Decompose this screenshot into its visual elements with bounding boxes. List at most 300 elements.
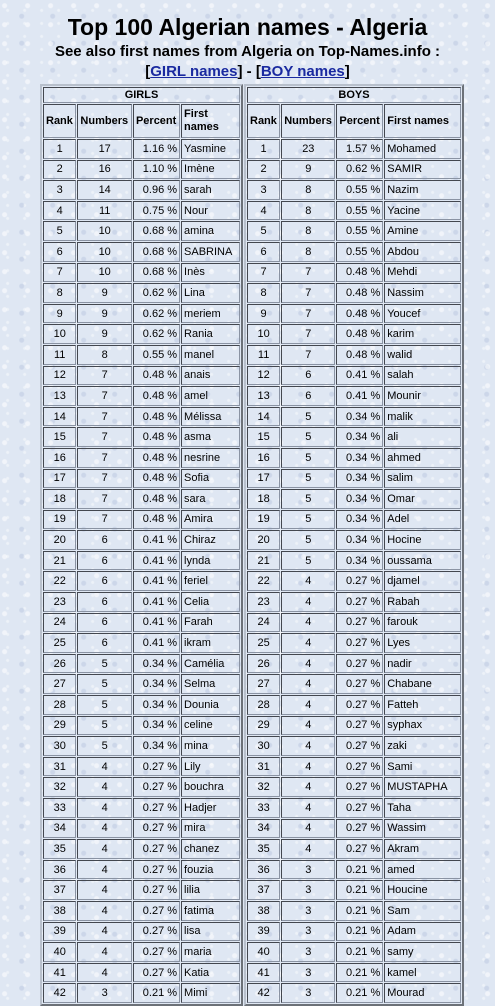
percent-cell: 0.27 % bbox=[133, 819, 180, 839]
rank-cell: 4 bbox=[247, 201, 280, 221]
girls-table-body bbox=[43, 139, 240, 1003]
percent-cell: 0.27 % bbox=[336, 633, 383, 653]
table-row bbox=[247, 201, 461, 221]
numbers-cell: 4 bbox=[77, 798, 132, 818]
numbers-cell: 16 bbox=[77, 160, 132, 180]
first-name-cell: djamel bbox=[384, 571, 461, 591]
numbers-cell: 8 bbox=[281, 180, 335, 200]
percent-cell: 1.57 % bbox=[336, 139, 383, 159]
first-name-cell: Selma bbox=[181, 674, 240, 694]
numbers-cell: 7 bbox=[281, 283, 335, 303]
first-name-cell: Nassim bbox=[384, 283, 461, 303]
first-name-cell: karim bbox=[384, 324, 461, 344]
percent-cell: 0.48 % bbox=[133, 427, 180, 447]
first-name-cell: Adam bbox=[384, 922, 461, 942]
rank-cell: 23 bbox=[43, 592, 76, 612]
numbers-cell: 17 bbox=[77, 139, 132, 159]
rank-cell: 8 bbox=[247, 283, 280, 303]
table-row bbox=[247, 386, 461, 406]
rank-cell: 14 bbox=[247, 407, 280, 427]
table-row bbox=[43, 633, 240, 653]
percent-cell: 0.48 % bbox=[336, 304, 383, 324]
first-name-cell: Rabah bbox=[384, 592, 461, 612]
rank-cell: 20 bbox=[247, 530, 280, 550]
first-name-cell: Wassim bbox=[384, 819, 461, 839]
table-row bbox=[43, 860, 240, 880]
rank-cell: 33 bbox=[43, 798, 76, 818]
percent-cell: 0.21 % bbox=[336, 922, 383, 942]
girls-col-first-names: First names bbox=[181, 104, 240, 138]
first-name-cell: malik bbox=[384, 407, 461, 427]
page-subtitle: See also first names from Algeria on Top-Names.info : bbox=[54, 43, 441, 60]
percent-cell: 0.27 % bbox=[133, 880, 180, 900]
percent-cell: 0.21 % bbox=[133, 983, 180, 1003]
first-name-cell: walid bbox=[384, 345, 461, 365]
link-separator: ] - [ bbox=[237, 63, 261, 80]
rank-cell: 15 bbox=[247, 427, 280, 447]
numbers-cell: 4 bbox=[281, 633, 335, 653]
percent-cell: 1.16 % bbox=[133, 139, 180, 159]
numbers-cell: 3 bbox=[281, 860, 335, 880]
girls-col-percent: Percent bbox=[133, 104, 180, 138]
numbers-cell: 4 bbox=[77, 757, 132, 777]
first-name-cell: Chabane bbox=[384, 674, 461, 694]
table-row bbox=[43, 674, 240, 694]
table-row bbox=[43, 283, 240, 303]
bracket-close: ] bbox=[344, 63, 350, 80]
numbers-cell: 6 bbox=[77, 633, 132, 653]
numbers-cell: 3 bbox=[281, 880, 335, 900]
percent-cell: 0.68 % bbox=[133, 221, 180, 241]
table-row bbox=[247, 654, 461, 674]
numbers-cell: 5 bbox=[281, 427, 335, 447]
numbers-cell: 7 bbox=[281, 304, 335, 324]
first-name-cell: bouchra bbox=[181, 777, 240, 797]
numbers-cell: 4 bbox=[77, 819, 132, 839]
numbers-cell: 5 bbox=[281, 448, 335, 468]
rank-cell: 42 bbox=[247, 983, 280, 1003]
table-row bbox=[247, 221, 461, 241]
rank-cell: 10 bbox=[43, 324, 76, 344]
table-row bbox=[247, 613, 461, 633]
percent-cell: 0.34 % bbox=[336, 489, 383, 509]
numbers-cell: 7 bbox=[77, 386, 132, 406]
rank-cell: 26 bbox=[43, 654, 76, 674]
first-name-cell: mira bbox=[181, 819, 240, 839]
page-title: Top 100 Algerian names - Algeria bbox=[67, 14, 428, 40]
numbers-cell: 10 bbox=[77, 263, 132, 283]
numbers-cell: 3 bbox=[281, 922, 335, 942]
rank-cell: 34 bbox=[43, 819, 76, 839]
table-row bbox=[247, 674, 461, 694]
rank-cell: 2 bbox=[247, 160, 280, 180]
first-name-cell: Amine bbox=[384, 221, 461, 241]
first-name-cell: nesrine bbox=[181, 448, 240, 468]
rank-cell: 16 bbox=[247, 448, 280, 468]
first-name-cell: Lily bbox=[181, 757, 240, 777]
numbers-cell: 9 bbox=[77, 324, 132, 344]
first-name-cell: sara bbox=[181, 489, 240, 509]
table-row bbox=[43, 221, 240, 241]
table-row bbox=[43, 427, 240, 447]
percent-cell: 0.48 % bbox=[133, 469, 180, 489]
rank-cell: 28 bbox=[43, 695, 76, 715]
table-row bbox=[247, 983, 461, 1003]
first-name-cell: anais bbox=[181, 366, 240, 386]
first-name-cell: amed bbox=[384, 860, 461, 880]
table-row bbox=[247, 880, 461, 900]
rank-cell: 19 bbox=[43, 510, 76, 530]
rank-cell: 18 bbox=[247, 489, 280, 509]
percent-cell: 0.27 % bbox=[336, 757, 383, 777]
first-name-cell: Omar bbox=[384, 489, 461, 509]
rank-cell: 20 bbox=[43, 530, 76, 550]
table-row bbox=[43, 201, 240, 221]
first-name-cell: lisa bbox=[181, 922, 240, 942]
rank-cell: 10 bbox=[247, 324, 280, 344]
boys-col-percent: Percent bbox=[336, 104, 383, 138]
percent-cell: 0.27 % bbox=[133, 798, 180, 818]
rank-cell: 18 bbox=[43, 489, 76, 509]
rank-cell: 12 bbox=[247, 366, 280, 386]
percent-cell: 0.62 % bbox=[133, 324, 180, 344]
numbers-cell: 4 bbox=[281, 777, 335, 797]
first-name-cell: chanez bbox=[181, 839, 240, 859]
tables-container bbox=[40, 84, 464, 1006]
table-row bbox=[247, 798, 461, 818]
numbers-cell: 6 bbox=[77, 571, 132, 591]
first-name-cell: Dounia bbox=[181, 695, 240, 715]
percent-cell: 0.41 % bbox=[336, 386, 383, 406]
numbers-cell: 8 bbox=[281, 201, 335, 221]
percent-cell: 0.27 % bbox=[336, 819, 383, 839]
boys-col-first-names: First names bbox=[384, 104, 461, 138]
percent-cell: 0.34 % bbox=[133, 695, 180, 715]
percent-cell: 0.48 % bbox=[133, 448, 180, 468]
numbers-cell: 14 bbox=[77, 180, 132, 200]
numbers-cell: 4 bbox=[281, 819, 335, 839]
rank-cell: 11 bbox=[247, 345, 280, 365]
table-row bbox=[43, 551, 240, 571]
first-name-cell: samy bbox=[384, 942, 461, 962]
table-row bbox=[43, 736, 240, 756]
rank-cell: 11 bbox=[43, 345, 76, 365]
numbers-cell: 4 bbox=[77, 777, 132, 797]
numbers-cell: 6 bbox=[77, 551, 132, 571]
numbers-cell: 6 bbox=[77, 592, 132, 612]
percent-cell: 0.34 % bbox=[336, 530, 383, 550]
table-row bbox=[43, 757, 240, 777]
numbers-cell: 7 bbox=[77, 427, 132, 447]
rank-cell: 39 bbox=[43, 922, 76, 942]
percent-cell: 0.55 % bbox=[336, 180, 383, 200]
percent-cell: 0.27 % bbox=[336, 613, 383, 633]
rank-cell: 39 bbox=[247, 922, 280, 942]
percent-cell: 0.75 % bbox=[133, 201, 180, 221]
percent-cell: 0.21 % bbox=[336, 963, 383, 983]
rank-cell: 41 bbox=[43, 963, 76, 983]
table-row bbox=[247, 777, 461, 797]
numbers-cell: 4 bbox=[281, 736, 335, 756]
table-row bbox=[43, 901, 240, 921]
percent-cell: 1.10 % bbox=[133, 160, 180, 180]
rank-cell: 22 bbox=[247, 571, 280, 591]
first-name-cell: Celia bbox=[181, 592, 240, 612]
table-row bbox=[247, 736, 461, 756]
first-name-cell: farouk bbox=[384, 613, 461, 633]
rank-cell: 34 bbox=[247, 819, 280, 839]
rank-cell: 7 bbox=[43, 263, 76, 283]
first-name-cell: asma bbox=[181, 427, 240, 447]
rank-cell: 22 bbox=[43, 571, 76, 591]
first-name-cell: Yasmine bbox=[181, 139, 240, 159]
first-name-cell: ikram bbox=[181, 633, 240, 653]
first-name-cell: Youcef bbox=[384, 304, 461, 324]
table-row bbox=[247, 304, 461, 324]
table-row bbox=[43, 366, 240, 386]
table-row bbox=[43, 839, 240, 859]
rank-cell: 17 bbox=[43, 469, 76, 489]
numbers-cell: 4 bbox=[281, 695, 335, 715]
table-row bbox=[247, 922, 461, 942]
table-row bbox=[247, 242, 461, 262]
table-row bbox=[43, 571, 240, 591]
numbers-cell: 9 bbox=[77, 304, 132, 324]
numbers-cell: 4 bbox=[281, 654, 335, 674]
girl-names-link[interactable]: GIRL names bbox=[150, 63, 238, 80]
percent-cell: 0.48 % bbox=[336, 324, 383, 344]
rank-cell: 35 bbox=[43, 839, 76, 859]
rank-cell: 37 bbox=[247, 880, 280, 900]
table-row bbox=[43, 530, 240, 550]
first-name-cell: Sofia bbox=[181, 469, 240, 489]
first-name-cell: Yacine bbox=[384, 201, 461, 221]
rank-cell: 21 bbox=[43, 551, 76, 571]
first-name-cell: Hadjer bbox=[181, 798, 240, 818]
table-row bbox=[247, 942, 461, 962]
numbers-cell: 8 bbox=[281, 242, 335, 262]
first-name-cell: Mélissa bbox=[181, 407, 240, 427]
table-row bbox=[247, 963, 461, 983]
rank-cell: 6 bbox=[43, 242, 76, 262]
percent-cell: 0.48 % bbox=[336, 263, 383, 283]
numbers-cell: 3 bbox=[77, 983, 132, 1003]
first-name-cell: Mohamed bbox=[384, 139, 461, 159]
first-name-cell: SAMIR bbox=[384, 160, 461, 180]
rank-cell: 1 bbox=[247, 139, 280, 159]
table-row bbox=[43, 798, 240, 818]
numbers-cell: 7 bbox=[77, 448, 132, 468]
numbers-cell: 5 bbox=[77, 674, 132, 694]
percent-cell: 0.48 % bbox=[133, 407, 180, 427]
girls-header: GIRLS bbox=[43, 87, 240, 103]
percent-cell: 0.62 % bbox=[133, 304, 180, 324]
first-name-cell: Nour bbox=[181, 201, 240, 221]
table-row bbox=[43, 880, 240, 900]
rank-cell: 6 bbox=[247, 242, 280, 262]
first-name-cell: Amira bbox=[181, 510, 240, 530]
numbers-cell: 8 bbox=[77, 345, 132, 365]
table-row bbox=[247, 345, 461, 365]
girls-table bbox=[40, 84, 243, 1006]
percent-cell: 0.41 % bbox=[133, 551, 180, 571]
rank-cell: 35 bbox=[247, 839, 280, 859]
first-name-cell: MUSTAPHA bbox=[384, 777, 461, 797]
numbers-cell: 7 bbox=[77, 407, 132, 427]
percent-cell: 0.21 % bbox=[336, 942, 383, 962]
table-row bbox=[247, 324, 461, 344]
numbers-cell: 6 bbox=[281, 366, 335, 386]
percent-cell: 0.27 % bbox=[133, 901, 180, 921]
table-row bbox=[247, 716, 461, 736]
percent-cell: 0.55 % bbox=[336, 221, 383, 241]
first-name-cell: Imène bbox=[181, 160, 240, 180]
numbers-cell: 6 bbox=[77, 530, 132, 550]
first-name-cell: celine bbox=[181, 716, 240, 736]
rank-cell: 15 bbox=[43, 427, 76, 447]
rank-cell: 5 bbox=[247, 221, 280, 241]
table-row bbox=[43, 242, 240, 262]
first-name-cell: salah bbox=[384, 366, 461, 386]
first-name-cell: kamel bbox=[384, 963, 461, 983]
first-name-cell: Sami bbox=[384, 757, 461, 777]
table-row bbox=[247, 407, 461, 427]
table-row bbox=[247, 469, 461, 489]
numbers-cell: 10 bbox=[77, 221, 132, 241]
percent-cell: 0.27 % bbox=[336, 695, 383, 715]
boy-names-link[interactable]: BOY names bbox=[260, 63, 345, 80]
rank-cell: 19 bbox=[247, 510, 280, 530]
first-name-cell: Farah bbox=[181, 613, 240, 633]
numbers-cell: 5 bbox=[281, 551, 335, 571]
percent-cell: 0.27 % bbox=[336, 736, 383, 756]
percent-cell: 0.34 % bbox=[133, 736, 180, 756]
numbers-cell: 7 bbox=[281, 324, 335, 344]
numbers-cell: 5 bbox=[281, 510, 335, 530]
first-name-cell: amina bbox=[181, 221, 240, 241]
percent-cell: 0.34 % bbox=[133, 674, 180, 694]
table-row bbox=[247, 860, 461, 880]
percent-cell: 0.27 % bbox=[336, 839, 383, 859]
table-row bbox=[43, 263, 240, 283]
rank-cell: 31 bbox=[247, 757, 280, 777]
percent-cell: 0.41 % bbox=[133, 592, 180, 612]
table-row bbox=[43, 407, 240, 427]
percent-cell: 0.21 % bbox=[336, 901, 383, 921]
rank-cell: 2 bbox=[43, 160, 76, 180]
first-name-cell: Chiraz bbox=[181, 530, 240, 550]
table-row bbox=[247, 180, 461, 200]
percent-cell: 0.27 % bbox=[336, 798, 383, 818]
first-name-cell: SABRINA bbox=[181, 242, 240, 262]
numbers-cell: 6 bbox=[77, 613, 132, 633]
table-row bbox=[247, 160, 461, 180]
numbers-cell: 7 bbox=[77, 469, 132, 489]
first-name-cell: Mimi bbox=[181, 983, 240, 1003]
first-name-cell: Nazim bbox=[384, 180, 461, 200]
rank-cell: 14 bbox=[43, 407, 76, 427]
rank-cell: 3 bbox=[43, 180, 76, 200]
numbers-cell: 7 bbox=[77, 489, 132, 509]
first-name-cell: Katia bbox=[181, 963, 240, 983]
rank-cell: 25 bbox=[247, 633, 280, 653]
numbers-cell: 9 bbox=[281, 160, 335, 180]
table-row bbox=[43, 716, 240, 736]
table-row bbox=[43, 489, 240, 509]
table-row bbox=[247, 489, 461, 509]
table-row bbox=[43, 592, 240, 612]
first-name-cell: nadir bbox=[384, 654, 461, 674]
first-name-cell: maria bbox=[181, 942, 240, 962]
first-name-cell: Abdou bbox=[384, 242, 461, 262]
percent-cell: 0.41 % bbox=[336, 366, 383, 386]
percent-cell: 0.48 % bbox=[336, 283, 383, 303]
numbers-cell: 4 bbox=[281, 757, 335, 777]
first-name-cell: manel bbox=[181, 345, 240, 365]
rank-cell: 29 bbox=[247, 716, 280, 736]
rank-cell: 31 bbox=[43, 757, 76, 777]
numbers-cell: 5 bbox=[281, 530, 335, 550]
first-name-cell: meriem bbox=[181, 304, 240, 324]
table-row bbox=[43, 963, 240, 983]
table-row bbox=[247, 551, 461, 571]
rank-cell: 38 bbox=[43, 901, 76, 921]
boys-table bbox=[244, 84, 464, 1006]
numbers-cell: 7 bbox=[77, 366, 132, 386]
numbers-cell: 4 bbox=[281, 716, 335, 736]
rank-cell: 38 bbox=[247, 901, 280, 921]
numbers-cell: 3 bbox=[281, 983, 335, 1003]
percent-cell: 0.41 % bbox=[133, 633, 180, 653]
numbers-cell: 4 bbox=[77, 839, 132, 859]
numbers-cell: 4 bbox=[281, 613, 335, 633]
table-row bbox=[247, 530, 461, 550]
percent-cell: 0.55 % bbox=[336, 242, 383, 262]
percent-cell: 0.27 % bbox=[133, 839, 180, 859]
first-name-cell: amel bbox=[181, 386, 240, 406]
percent-cell: 0.34 % bbox=[133, 654, 180, 674]
table-row bbox=[43, 922, 240, 942]
first-name-cell: salim bbox=[384, 469, 461, 489]
bracket-open: [ bbox=[145, 63, 151, 80]
numbers-cell: 3 bbox=[281, 963, 335, 983]
table-row bbox=[247, 819, 461, 839]
first-name-cell: Lina bbox=[181, 283, 240, 303]
rank-cell: 30 bbox=[247, 736, 280, 756]
rank-cell: 40 bbox=[247, 942, 280, 962]
rank-cell: 3 bbox=[247, 180, 280, 200]
rank-cell: 36 bbox=[43, 860, 76, 880]
rank-cell: 28 bbox=[247, 695, 280, 715]
table-row bbox=[43, 942, 240, 962]
rank-cell: 26 bbox=[247, 654, 280, 674]
percent-cell: 0.34 % bbox=[336, 448, 383, 468]
numbers-cell: 7 bbox=[281, 345, 335, 365]
numbers-cell: 4 bbox=[281, 839, 335, 859]
first-name-cell: Fatteh bbox=[384, 695, 461, 715]
rank-cell: 27 bbox=[247, 674, 280, 694]
table-row bbox=[43, 448, 240, 468]
numbers-cell: 4 bbox=[77, 860, 132, 880]
table-row bbox=[247, 366, 461, 386]
table-row bbox=[247, 263, 461, 283]
boys-header: BOYS bbox=[247, 87, 461, 103]
numbers-cell: 5 bbox=[281, 489, 335, 509]
table-row bbox=[247, 139, 461, 159]
first-name-cell: ahmed bbox=[384, 448, 461, 468]
rank-cell: 12 bbox=[43, 366, 76, 386]
first-name-cell: Camélia bbox=[181, 654, 240, 674]
